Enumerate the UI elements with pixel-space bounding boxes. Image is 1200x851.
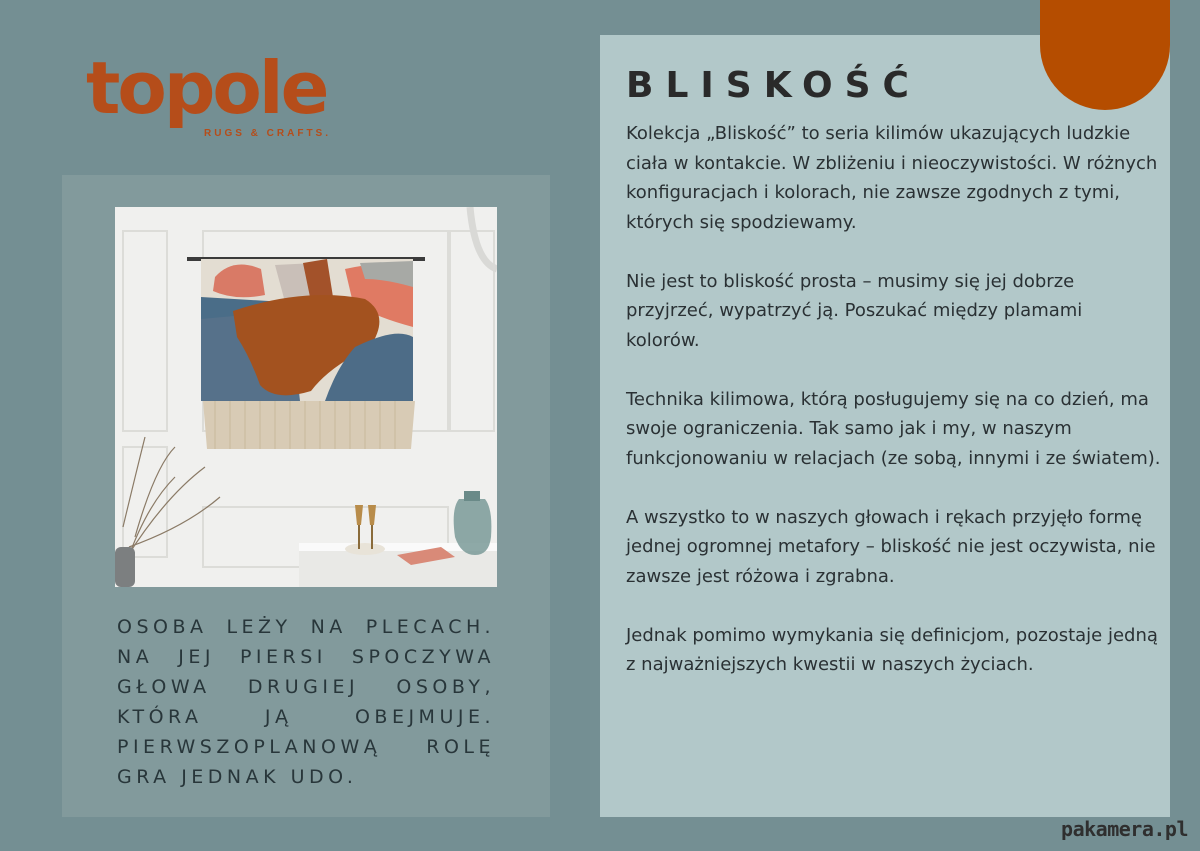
wall-rug-illustration <box>115 207 497 587</box>
logo-tagline: RUGS & CRAFTS. <box>204 128 331 139</box>
article-body <box>626 119 1161 709</box>
paragraph: Nie jest to bliskość prosta – musimy się jej dobrze przyjrzeć, wypatrzyć ją. Poszukać między plamami kolorów. <box>626 270 1083 351</box>
brand-logo <box>86 46 376 152</box>
watermark: pakamera.pl <box>1061 817 1188 841</box>
article-panel <box>600 35 1170 817</box>
logo-wordmark: topole <box>86 46 327 130</box>
product-photo <box>115 207 497 587</box>
paragraph: Kolekcja „Bliskość” to seria kilimów ukazujących ludzkie ciała w kontakcie. W zbliżeniu i nieoczywistości. W różnych konfiguracjach i kolorach, nie zawsze zgodnych z tymi, których się spodziewamy. <box>626 123 1158 233</box>
article-title: BLISKOŚĆ <box>626 65 921 106</box>
paragraph: Jednak pomimo wymykania się definicjom, pozostaje jedną z najważniejszych kwestii w naszych życiach. <box>626 624 1158 675</box>
paragraph: Technika kilimowa, którą posługujemy się na co dzień, ma swoje ograniczenia. Tak samo jak i my, w naszym funkcjonowaniu w relacjach (ze sobą, innymi i ze światem). <box>626 388 1161 469</box>
image-panel <box>62 175 550 817</box>
image-caption: OSOBA LEŻY NA PLECACH. NA JEJ PIERSI SPOCZYWA GŁOWA DRUGIEJ OSOBY, KTÓRA JĄ OBEJMUJE. PIERWSZOPLANOWĄ ROLĘ GRA JEDNAK UDO. <box>117 616 495 788</box>
paragraph: A wszystko to w naszych głowach i rękach przyjęło formę jednej ogromnej metafory – bliskość nie jest oczywista, nie zawsze jest różowa i zgrabna. <box>626 506 1156 587</box>
